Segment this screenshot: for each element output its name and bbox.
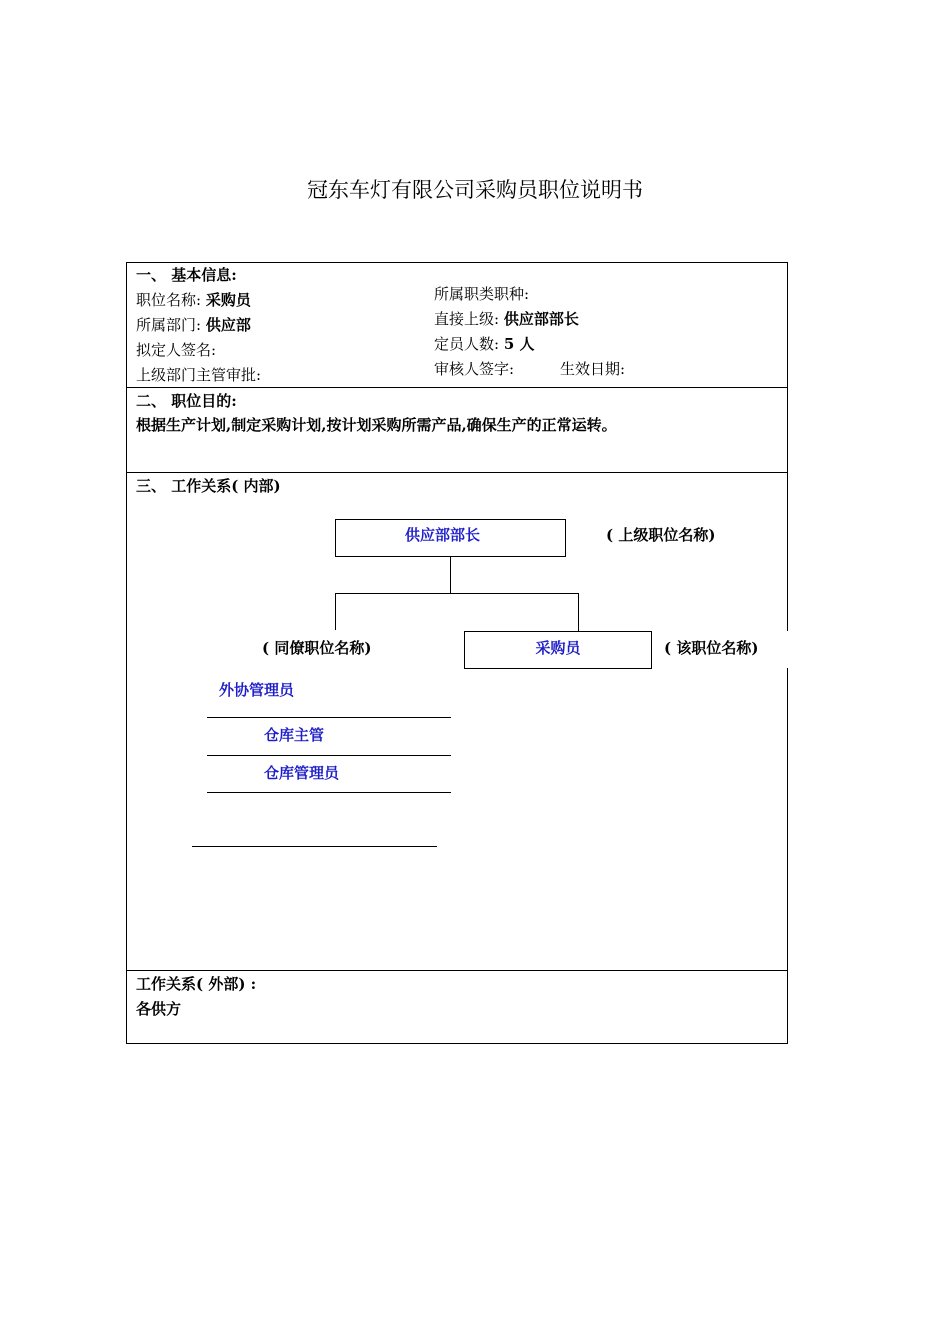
superior-caption: ( 上级职位名称) bbox=[606, 526, 716, 544]
blank-underline bbox=[192, 846, 437, 847]
headcount-label: 定员人数: bbox=[434, 335, 500, 353]
section-external-relations-heading: 工作关系( 外部) : bbox=[136, 975, 257, 993]
document-title: 冠东车灯有限公司采购员职位说明书 bbox=[307, 178, 643, 202]
department-label: 所属部门: bbox=[136, 316, 202, 334]
direct-superior-label: 直接上级: bbox=[434, 310, 500, 328]
peer-position-3: 仓库管理员 bbox=[264, 764, 340, 782]
self-caption: ( 该职位名称) bbox=[664, 639, 759, 657]
org-chart-self-title: 采购员 bbox=[535, 638, 581, 657]
department-value: 供应部 bbox=[205, 316, 251, 334]
row-divider bbox=[126, 472, 788, 473]
direct-superior-value: 供应部部长 bbox=[503, 310, 579, 328]
peer-underline bbox=[207, 717, 451, 718]
department-field bbox=[136, 316, 251, 334]
peer-position-2: 仓库主管 bbox=[264, 726, 325, 744]
org-chart-self-box bbox=[464, 631, 652, 669]
row-divider bbox=[126, 387, 788, 388]
peer-caption: ( 同僚职位名称) bbox=[262, 639, 372, 657]
purpose-text: 根据生产计划,制定采购计划,按计划采购所需产品,确保生产的正常运转。 bbox=[136, 416, 617, 434]
position-name-field bbox=[136, 291, 251, 309]
approver-label: 上级部门主管审批: bbox=[136, 366, 262, 384]
section-purpose-heading: 二、 职位目的: bbox=[136, 392, 237, 410]
peer-underline bbox=[207, 792, 451, 793]
peer-underline bbox=[207, 755, 451, 756]
org-chart-connector bbox=[578, 593, 579, 632]
peer-position-1: 外协管理员 bbox=[219, 681, 295, 699]
row-divider bbox=[126, 970, 788, 971]
effective-date-label: 生效日期: bbox=[560, 360, 626, 378]
job-category-label: 所属职类职种: bbox=[434, 285, 530, 303]
drafter-signature-label: 拟定人签名: bbox=[136, 341, 217, 359]
org-chart-connector bbox=[335, 593, 336, 630]
reviewer-signature-label: 审核人签字: bbox=[434, 360, 515, 378]
position-name-label: 职位名称: bbox=[136, 291, 202, 309]
org-chart-superior-box bbox=[335, 519, 566, 557]
section-basic-info-heading: 一、 基本信息: bbox=[136, 266, 237, 284]
headcount-value: 5 人 bbox=[503, 335, 535, 353]
org-chart-connector bbox=[450, 557, 451, 594]
org-chart-superior-title: 供应部部长 bbox=[404, 525, 480, 544]
headcount-field bbox=[434, 335, 535, 353]
direct-superior-field bbox=[434, 310, 579, 328]
section-internal-relations-heading: 三、 工作关系( 内部) bbox=[136, 477, 281, 495]
org-chart-connector bbox=[335, 593, 579, 594]
position-name-value: 采购员 bbox=[205, 291, 251, 309]
external-relations-text: 各供方 bbox=[136, 1000, 182, 1018]
